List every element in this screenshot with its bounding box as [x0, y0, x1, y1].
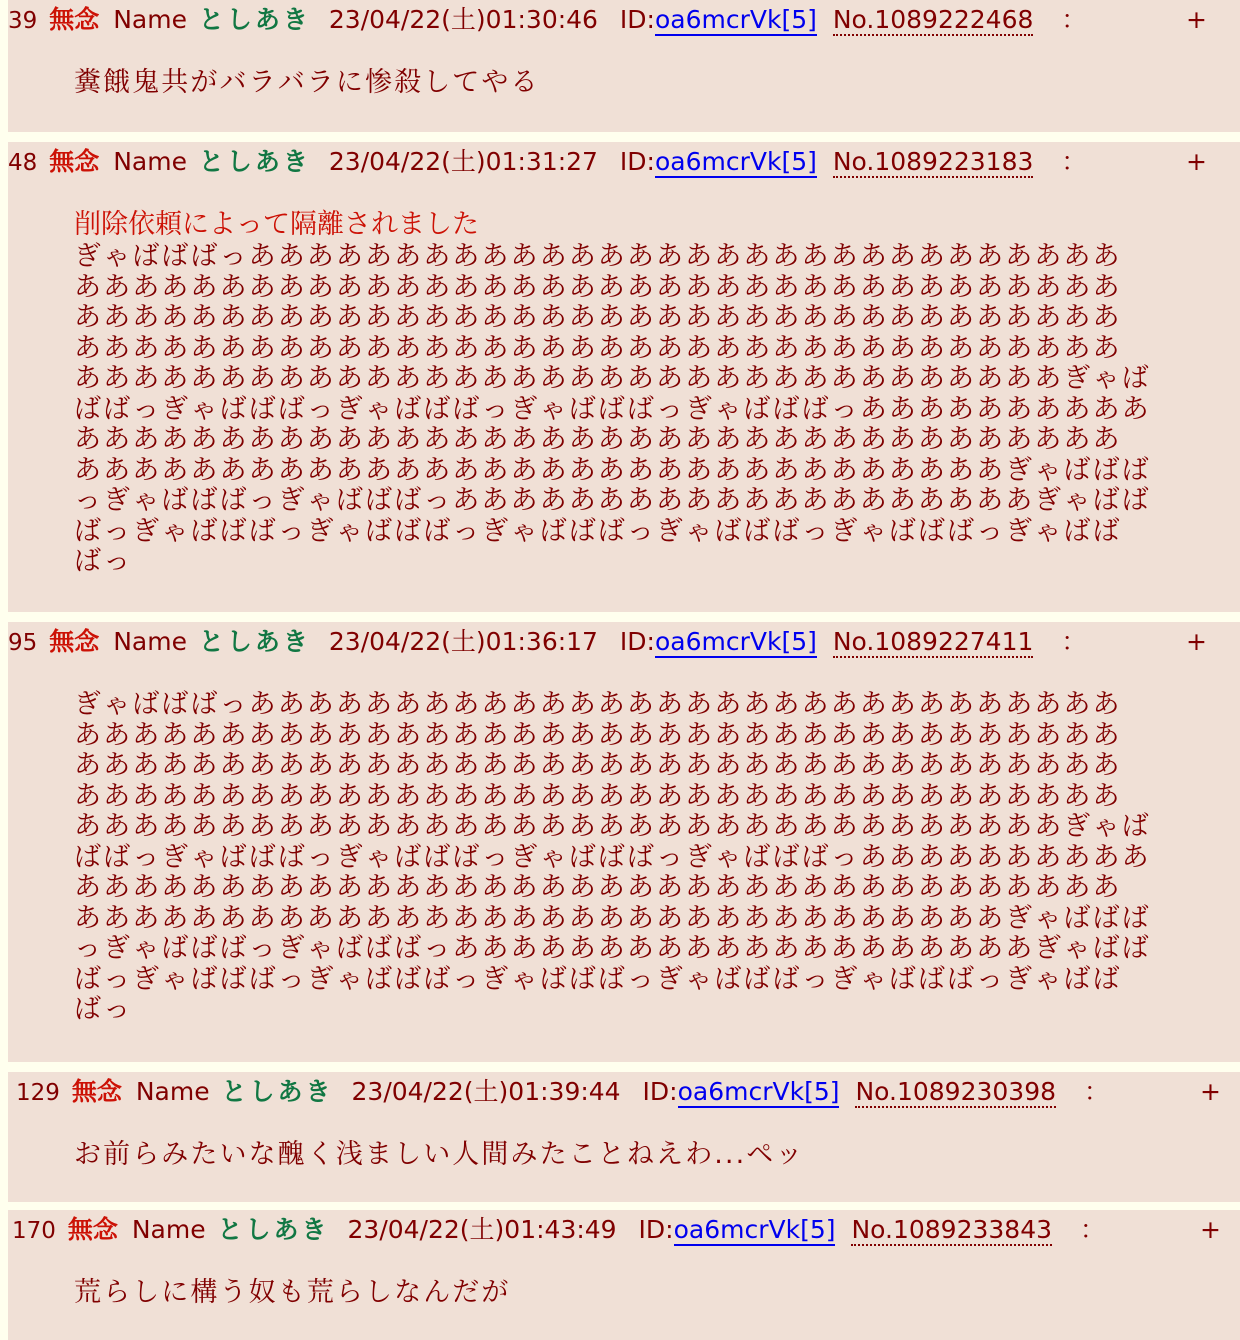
post-129	[8, 1072, 1240, 1202]
name-label: Name	[131, 1215, 206, 1244]
post-body: お前らみたいな醜く浅ましい人間みたことねえわ...ペッ	[74, 1139, 805, 1170]
post-header	[8, 146, 1086, 178]
id-label: ID:	[638, 1215, 674, 1244]
id-label: ID:	[619, 627, 655, 656]
poster-name: としあき	[221, 1077, 334, 1106]
id-label: ID:	[619, 147, 655, 176]
post-header	[12, 1214, 1105, 1246]
post-datetime: 23/04/22(土)01:43:49	[347, 1215, 617, 1244]
post-48	[8, 142, 1240, 612]
name-label: Name	[113, 627, 187, 656]
post-39	[8, 0, 1240, 132]
post-no-link[interactable]: No.1089223183	[832, 147, 1034, 176]
post-datetime: 23/04/22(土)01:36:17	[328, 627, 598, 656]
post-no-link[interactable]: No.1089230398	[855, 1077, 1056, 1106]
quarantine-notice: 削除依頼によって隔離されました	[74, 209, 479, 240]
post-subject: 無念	[49, 147, 100, 176]
delete-menu-button[interactable]: ：	[1061, 627, 1087, 656]
poster-id-link[interactable]: oa6mcrVk[5]	[673, 1215, 836, 1244]
post-header	[8, 4, 1086, 36]
post-95	[8, 622, 1240, 1062]
post-number: 129	[16, 1080, 60, 1106]
id-label: ID:	[619, 5, 655, 34]
plus-button[interactable]: +	[1200, 1077, 1221, 1106]
id-label: ID:	[642, 1077, 678, 1106]
plus-button[interactable]: +	[1200, 1215, 1221, 1244]
poster-id-link[interactable]: oa6mcrVk[5]	[677, 1077, 840, 1106]
poster-name: としあき	[217, 1215, 330, 1244]
post-no-link[interactable]: No.1089233843	[851, 1215, 1052, 1244]
post-body: ぎゃばばばっああああああああああああああああああああああああああああああ ああああああああああああああああああああああああああああああああああああ ああああああああああああああああああああああああああああああああああああ ああああああああああああああああああああああああああああああああああああ ああああああああああああああああああああああああああああああああああぎゃば ばばっぎゃばばばっぎゃばばばっぎゃばばばっぎゃばばばっああああああああああ ああああああああああああああああああああああああああああああああああああ ああああああああああああああああああああああああああああああああぎゃばばば っぎゃばばばっぎゃばばばっああああああああああああああああああああぎゃばば ばっぎゃばばばっぎゃばばばっぎゃばばばっぎゃばばばっぎゃばばばっぎゃばば ばっ	[74, 241, 1151, 577]
plus-button[interactable]: +	[1186, 627, 1207, 656]
post-datetime: 23/04/22(土)01:30:46	[328, 5, 598, 34]
post-subject: 無念	[71, 1077, 122, 1106]
delete-menu-button[interactable]: ：	[1083, 1077, 1109, 1106]
name-label: Name	[113, 5, 187, 34]
post-no-link[interactable]: No.1089227411	[832, 627, 1034, 656]
name-label: Name	[135, 1077, 210, 1106]
post-no-link[interactable]: No.1089222468	[832, 5, 1034, 34]
poster-name: としあき	[198, 627, 311, 656]
post-subject: 無念	[67, 1215, 118, 1244]
post-number: 95	[8, 630, 38, 656]
post-170	[8, 1210, 1240, 1340]
post-number: 170	[12, 1218, 56, 1244]
post-subject: 無念	[49, 627, 100, 656]
post-header	[16, 1076, 1109, 1108]
plus-button[interactable]: +	[1186, 5, 1207, 34]
post-number: 39	[8, 8, 38, 34]
delete-menu-button[interactable]: ：	[1079, 1215, 1105, 1244]
delete-menu-button[interactable]: ：	[1061, 147, 1087, 176]
poster-id-link[interactable]: oa6mcrVk[5]	[654, 5, 817, 34]
delete-menu-button[interactable]: ：	[1061, 5, 1087, 34]
post-datetime: 23/04/22(土)01:39:44	[351, 1077, 621, 1106]
poster-name: としあき	[198, 5, 311, 34]
post-body: 荒らしに構う奴も荒らしなんだが	[74, 1277, 511, 1308]
name-label: Name	[113, 147, 187, 176]
post-body: 糞餓鬼共がバラバラに惨殺してやる	[74, 67, 540, 98]
post-datetime: 23/04/22(土)01:31:27	[328, 147, 598, 176]
poster-name: としあき	[198, 147, 311, 176]
post-number: 48	[8, 150, 38, 176]
post-subject: 無念	[49, 5, 100, 34]
plus-button[interactable]: +	[1186, 147, 1207, 176]
poster-id-link[interactable]: oa6mcrVk[5]	[654, 147, 817, 176]
post-header	[8, 626, 1086, 658]
post-body: ぎゃばばばっああああああああああああああああああああああああああああああ ああああああああああああああああああああああああああああああああああああ ああああああああああああああああああああああああああああああああああああ ああああああああああああああああああああああああああああああああああああ ああああああああああああああああああああああああああああああああああぎゃば ばばっぎゃばばばっぎゃばばばっぎゃばばばっぎゃばばばっああああああああああ ああああああああああああああああああああああああああああああああああああ ああああああああああああああああああああああああああああああああぎゃばばば っぎゃばばばっぎゃばばばっああああああああああああああああああああぎゃばば ばっぎゃばばばっぎゃばばばっぎゃばばばっぎゃばばばっぎゃばばばっぎゃばば ばっ	[74, 689, 1151, 1025]
poster-id-link[interactable]: oa6mcrVk[5]	[654, 627, 817, 656]
